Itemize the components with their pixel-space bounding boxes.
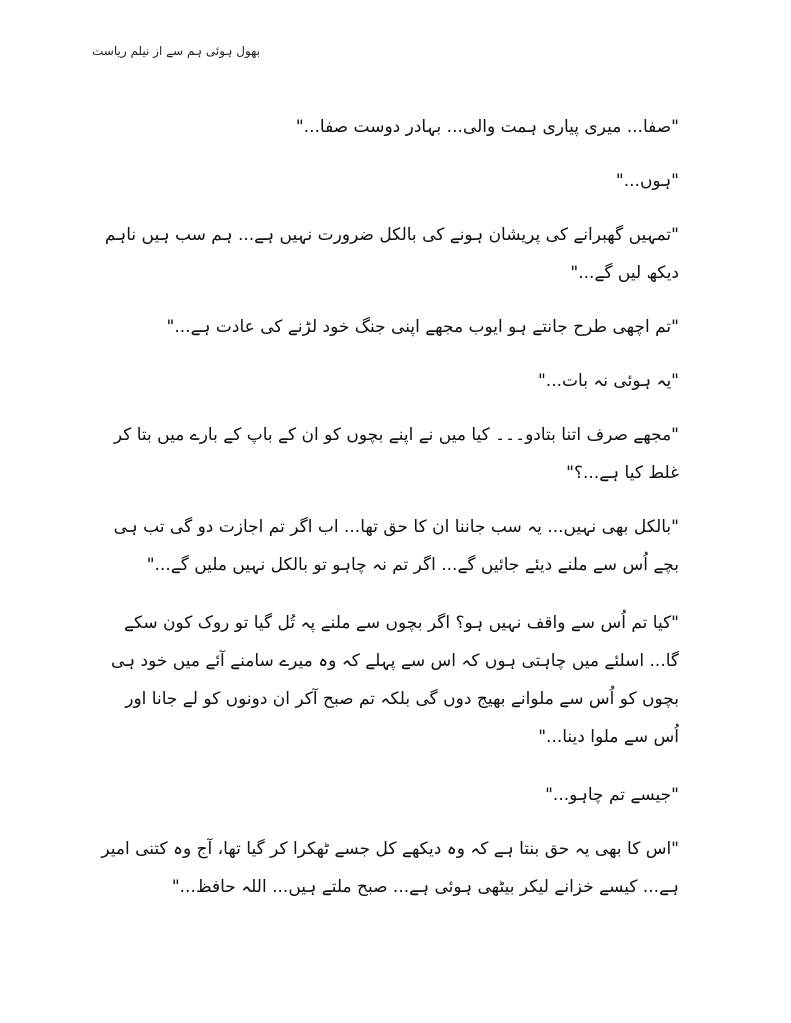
dialogue-paragraph: "صفا... میری پیاری ہمت والی... بہادر دوست صفا..." — [295, 117, 679, 137]
running-header: بھول ہوئی ہم سے از نیلم ریاست — [92, 44, 261, 58]
dialogue-paragraph: "اس کا بھی یہ حق بنتا ہے کہ وہ دیکھے کل جسے ٹھکرا کر گیا تھا، آج وہ کتنی امیر ہے... کیسے خزانے لیکر بیٹھی ہوئی ہے... صبح ملتے ہیں... اللہ حافظ..." — [101, 839, 679, 897]
dialogue-paragraph: "تمہیں گھبرانے کی پریشان ہونے کی بالکل ضرورت نہیں ہے... ہم سب ہیں ناہم دیکھ لیں گے..." — [104, 225, 679, 283]
dialogue-paragraph: "جیسے تم چاہو..." — [545, 785, 679, 805]
dialogue-paragraph: "مجھے صرف اتنا بتادو۔۔۔ کیا میں نے اپنے بچوں کو ان کے باپ کے بارے میں بتا کر غلط کیا ہے...؟" — [113, 425, 679, 483]
dialogue-paragraph: "ہوں..." — [615, 171, 679, 191]
dialogue-paragraph: "یہ ہوئی نہ بات..." — [537, 371, 679, 391]
dialogue-paragraph: "بالکل بھی نہیں... یہ سب جاننا ان کا حق تھا... اب اگر تم اجازت دو گی تب ہی بچے اُس سے ملنے دیئے جائیں گے... اگر تم نہ چاہو تو بالکل نہیں ملیں گے..." — [113, 517, 679, 575]
dialogue-paragraph: "کیا تم اُس سے واقف نہیں ہو؟ اگر بچوں سے ملنے پہ تُل گیا تو روک کون سکے گا... اسلئے میں چاہتی ہوں کہ اس سے پہلے کہ وہ میرے سامنے آئے میں خود ہی بچوں کو اُس سے ملوانے بھیج دوں گی بلکہ تم صبح آکر ان دونوں کو لے جانا اور اُس سے ملوا دینا..." — [110, 613, 679, 747]
body-text — [99, 108, 679, 926]
dialogue-paragraph: "تم اچھی طرح جانتے ہو ایوب مجھے اپنی جنگ خود لڑنے کی عادت ہے..." — [166, 317, 679, 337]
